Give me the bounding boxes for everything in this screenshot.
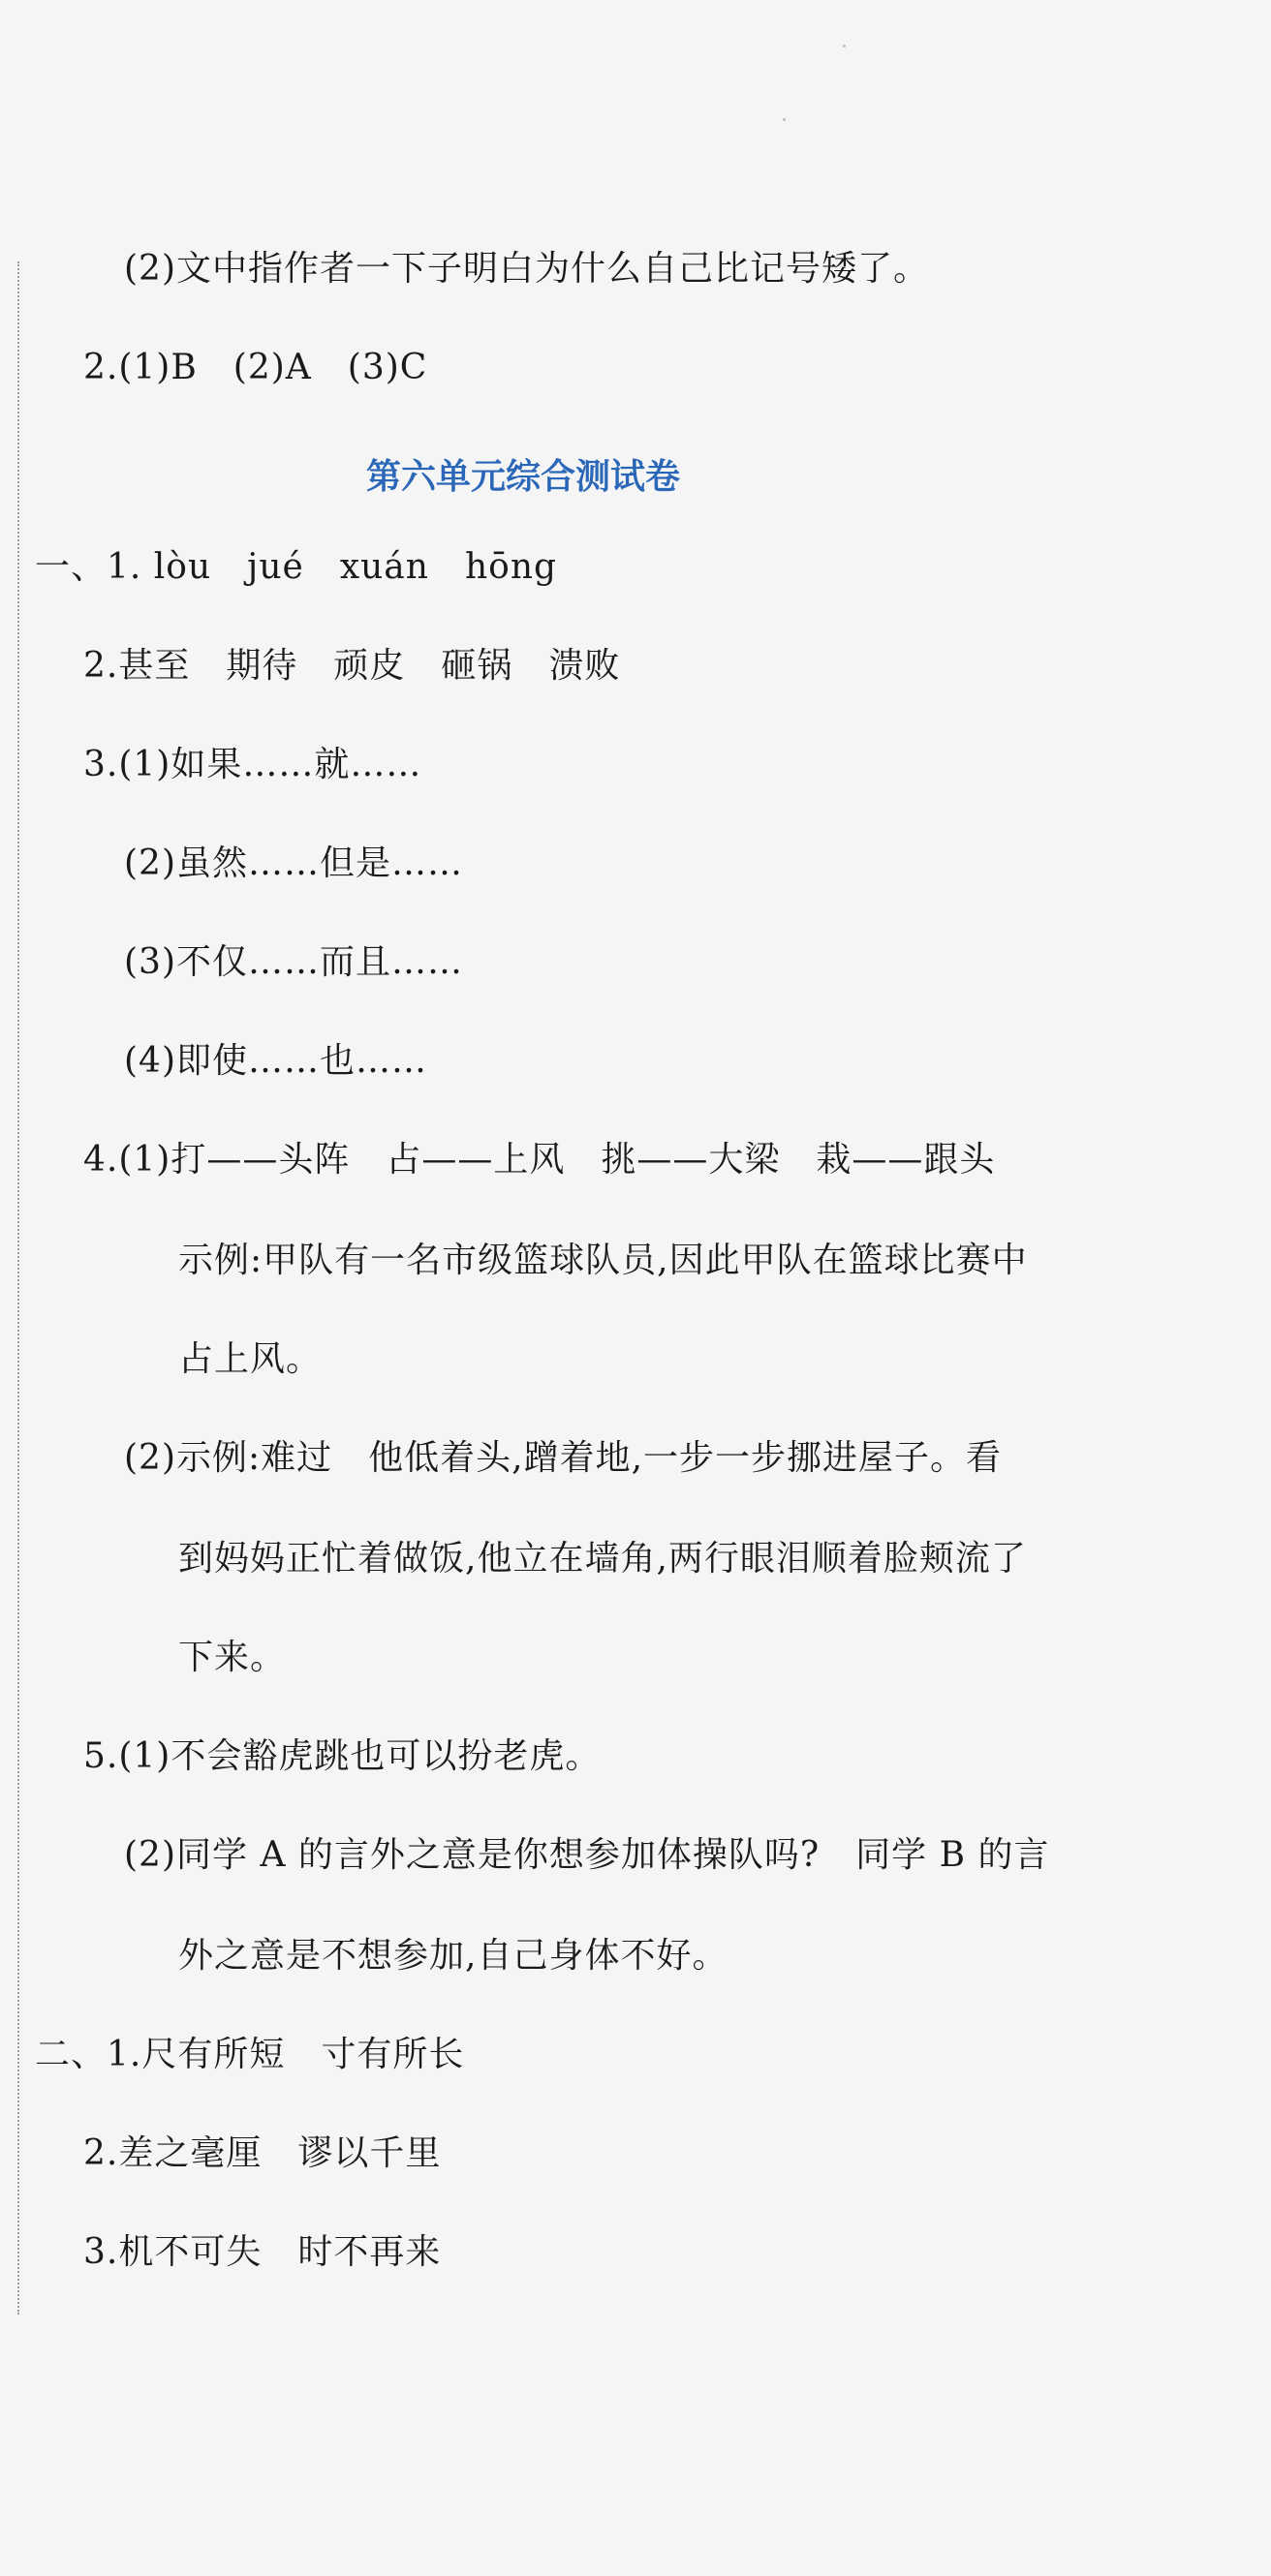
answer-line-s1-2: 2.甚至 期待 顽皮 砸锅 溃败 [83, 646, 621, 686]
answer-line-s1-3-2: (2)虽然……但是…… [124, 843, 463, 883]
answer-line-s1-3-3: (3)不仅……而且…… [124, 942, 463, 982]
answer-line-s2-2: 2.差之毫厘 谬以千里 [83, 2133, 442, 2173]
answer-line-s1-4-example-b: 占上风。 [178, 1339, 323, 1379]
answer-line-p2: 2.(1)B (2)A (3)C [83, 348, 428, 387]
answer-line-s1-5-1: 5.(1)不会豁虎跳也可以扮老虎。 [83, 1736, 602, 1776]
answer-line-s1-5-2a: (2)同学 A 的言外之意是你想参加体操队吗? 同学 B 的言 [124, 1835, 1050, 1875]
answer-line-s1-4-1: 4.(1)打——头阵 占——上风 挑——大梁 栽——跟头 [83, 1140, 996, 1180]
scan-speck [843, 45, 846, 47]
section-title: 第六单元综合测试卷 [365, 456, 680, 497]
answer-line-s1-4-2b: 到妈妈正忙着做饭,他立在墙角,两行眼泪顺着脸颊流了 [178, 1539, 1027, 1579]
answer-line-s1-5-2b: 外之意是不想参加,自己身体不好。 [178, 1936, 728, 1976]
answer-line-s1-4-2a: (2)示例:难过 他低着头,蹭着地,一步一步挪进屋子。看 [124, 1438, 1003, 1478]
scan-speck [783, 118, 786, 121]
answer-line-s1-1: 一、1. lòu jué xuán hōng [35, 547, 558, 587]
answer-line-s2-3: 3.机不可失 时不再来 [83, 2232, 442, 2272]
answer-line-p1: (2)文中指作者一下子明白为什么自己比记号矮了。 [124, 249, 929, 289]
binding-dotted-line [17, 261, 19, 2315]
answer-line-s1-4-2c: 下来。 [178, 1638, 287, 1677]
answer-line-s1-3-1: 3.(1)如果……就…… [83, 745, 422, 784]
answer-line-s2-1: 二、1.尺有所短 寸有所长 [35, 2035, 465, 2074]
answer-line-s1-3-4: (4)即使……也…… [124, 1041, 427, 1081]
answer-line-s1-4-example-a: 示例:甲队有一名市级篮球队员,因此甲队在篮球比赛中 [178, 1241, 1028, 1280]
